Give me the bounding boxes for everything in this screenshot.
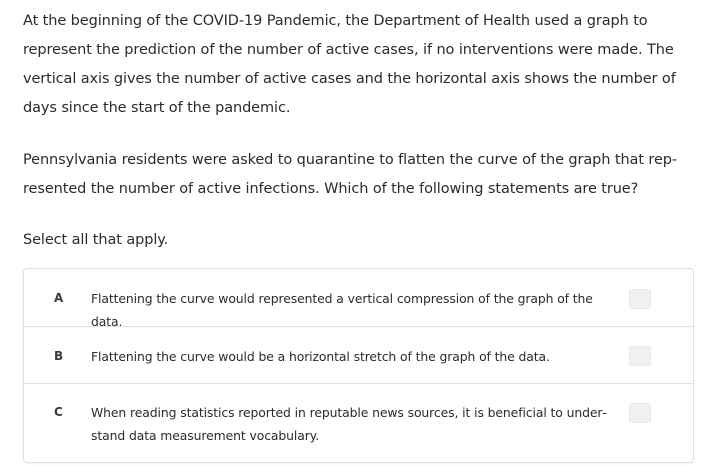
choice-letter: C bbox=[54, 405, 63, 419]
answer-choice-b[interactable] bbox=[24, 327, 693, 384]
select-all-instruction: Select all that apply. bbox=[23, 232, 169, 248]
choice-letter: A bbox=[54, 291, 64, 305]
choice-checkbox[interactable] bbox=[629, 346, 651, 366]
choice-letter: B bbox=[54, 349, 64, 363]
question-prompt bbox=[23, 7, 695, 255]
answer-choice-a[interactable] bbox=[24, 269, 693, 327]
question-paragraph-task: Pennsylvania residents were asked to quarantine to flatten the curve of the graph that represented the number of active infections. Which of the following statements are true? bbox=[23, 152, 678, 197]
choice-checkbox[interactable] bbox=[629, 403, 651, 423]
choice-text: Flattening the curve would be a horizontal stretch of the graph of the data. bbox=[91, 349, 550, 364]
answer-choice-c[interactable] bbox=[24, 384, 693, 462]
choice-text: Flattening the curve would represented a vertical compression of the graph of the data. bbox=[91, 291, 593, 329]
answer-choices-list bbox=[23, 268, 694, 463]
choice-checkbox[interactable] bbox=[629, 289, 651, 309]
question-paragraph-context: At the beginning of the COVID-19 Pandemic, the Department of Health used a graph to represent the prediction of the number of active cases, if no interventions were made. The vertical axis gives the number of active cases and the horizontal axis shows the number of days since the start of the pandemic. bbox=[23, 13, 676, 116]
choice-text: When reading statistics reported in reputable news sources, it is beneficial to understand data measurement vocabulary. bbox=[91, 405, 607, 443]
